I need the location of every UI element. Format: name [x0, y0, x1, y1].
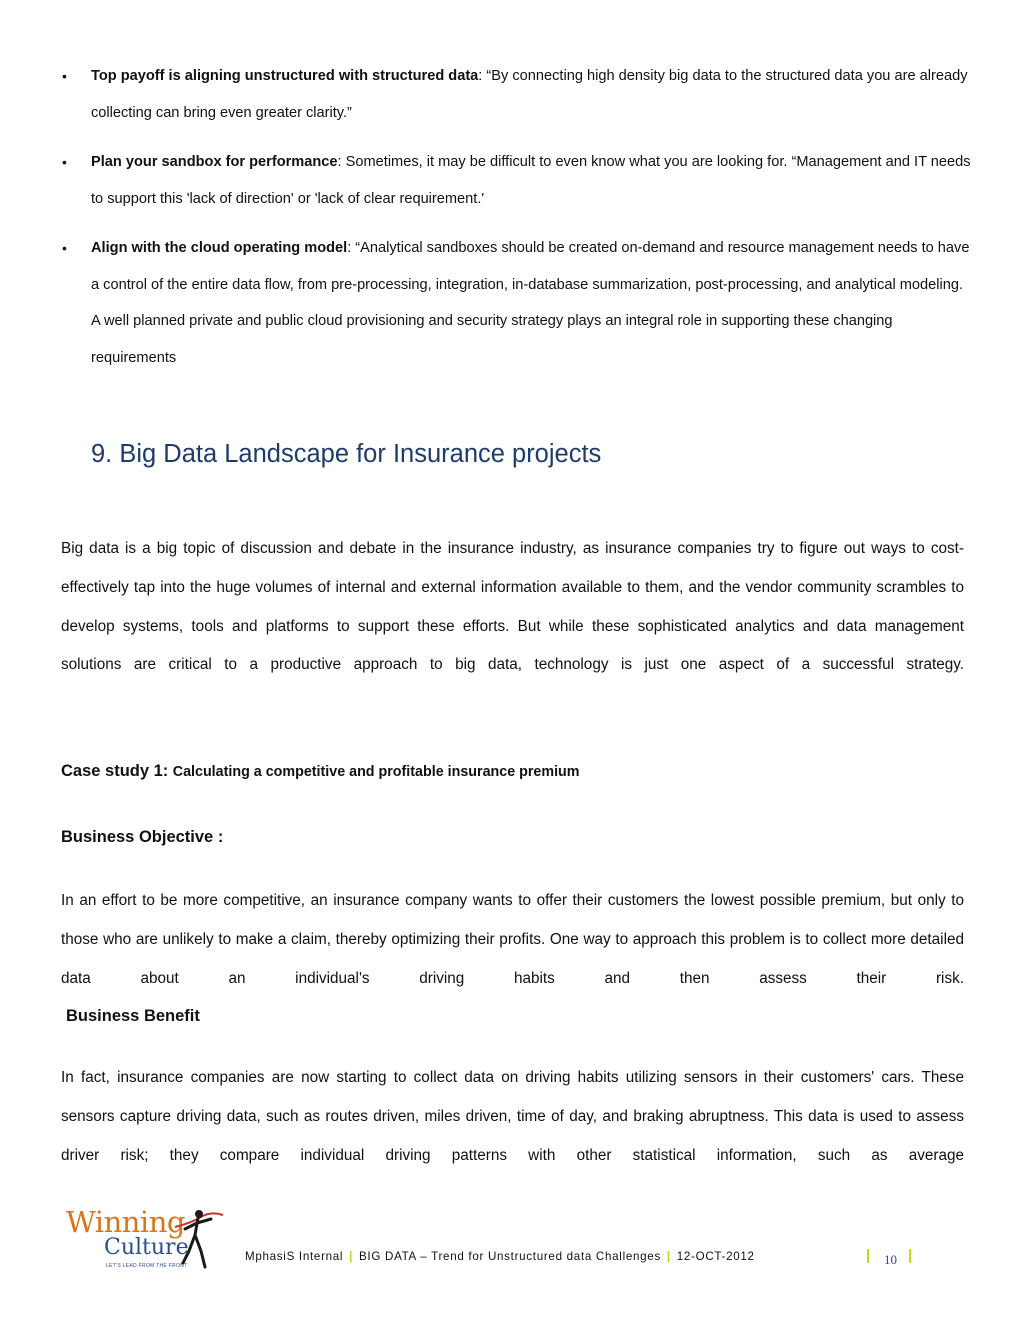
- page-number-bar-right: |: [908, 1247, 913, 1264]
- logo-word-winning: Winning: [66, 1205, 185, 1239]
- bullet-dot-icon: •: [62, 240, 67, 256]
- bullet-dot-icon: •: [62, 68, 67, 84]
- benefit-paragraph: In fact, insurance companies are now starting to collect data on driving habits utilizing sensors in their customers' cars. These sensors capture driving data, such as routes driven, miles driven, time of day, and braking abruptness. This data is used to assess driver risk; they compare individual driving patterns with other statistical information, such as average: [61, 1069, 964, 1164]
- footer-date: 12-OCT-2012: [676, 1250, 755, 1263]
- footer-org: MphasiS Internal: [245, 1250, 344, 1263]
- bullet-bold-lead: Plan your sandbox for performance: [91, 154, 338, 170]
- footer-doc-title: BIG DATA – Trend for Unstructured data Challenges: [359, 1250, 661, 1263]
- case-study-name: Calculating a competitive and profitable insurance premium: [172, 764, 580, 780]
- footer-separator: |: [666, 1250, 671, 1263]
- page-footer: [0, 1200, 1024, 1290]
- logo-word-culture: Culture: [104, 1235, 189, 1260]
- section-heading: 9. Big Data Landscape for Insurance projects: [91, 440, 602, 468]
- objective-heading: Business Objective :: [61, 828, 224, 846]
- bullet-dot-icon: •: [62, 154, 67, 170]
- bullet-bold-lead: Top payoff is aligning unstructured with structured data: [91, 68, 479, 84]
- bullet-text: : Sometimes, it may be difficult to even know what you are looking for. “Management and IT needs to support this 'lack of direction' or 'lack of clear requirement.': [91, 154, 971, 207]
- benefit-heading: Business Benefit: [66, 1007, 200, 1025]
- footer-text: [245, 1250, 755, 1263]
- logo-tagline: LET'S LEAD FROM THE FRONT: [106, 1263, 188, 1269]
- bullet-bold-lead: Align with the cloud operating model: [91, 240, 348, 256]
- bullet-text: : “By connecting high density big data to the structured data you are already collecting can bring even greater clarity.”: [91, 68, 968, 121]
- bullet-item: [62, 58, 972, 131]
- bullet-item: [62, 144, 972, 217]
- objective-paragraph: In an effort to be more competitive, an insurance company wants to offer their customers the lowest possible premium, but only to those who are unlikely to make a claim, thereby optimizing their profits. One way to approach this problem is to collect more detailed data about an individual's driving habits and then assess their risk.: [61, 892, 964, 987]
- page-number-bar-left: |: [866, 1247, 871, 1264]
- case-study-label: Case study 1:: [61, 762, 169, 780]
- bullet-text: : “Analytical sandboxes should be created on-demand and resource management needs to have a control of the entire data flow, from pre-processing, integration, in-database summarization, post-processing, and analytical modeling. A well planned private and public cloud provisioning and security strategy plays an integral role in supporting these changing requirements: [91, 240, 970, 366]
- winning-culture-logo: [66, 1205, 226, 1275]
- bullet-item: [62, 230, 972, 376]
- runner-figure-icon: [171, 1205, 227, 1275]
- footer-separator: |: [349, 1250, 354, 1263]
- bullet-list: [62, 58, 972, 389]
- intro-paragraph: Big data is a big topic of discussion and debate in the insurance industry, as insurance companies try to figure out ways to cost-effectively tap into the huge volumes of internal and external information available to them, and the vendor community scrambles to develop systems, tools and platforms to support these efforts. But while these sophisticated analytics and data management solutions are critical to a productive approach to big data, technology is just one aspect of a successful strategy.: [61, 540, 964, 674]
- page-number: 10: [884, 1252, 897, 1267]
- case-study-title: [61, 762, 580, 781]
